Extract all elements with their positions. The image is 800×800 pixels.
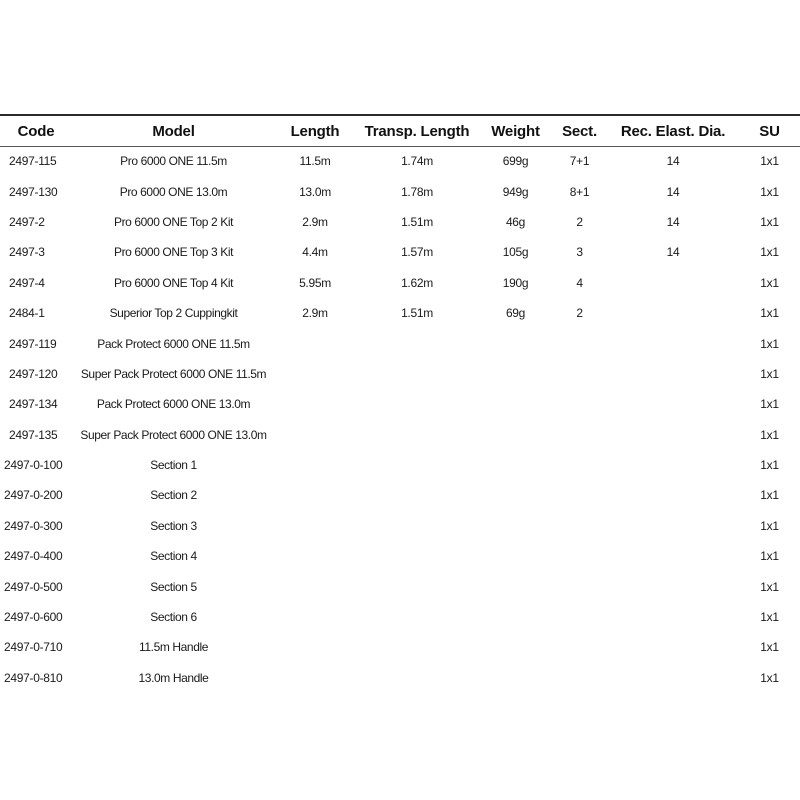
- cell-sect: 2: [576, 306, 583, 321]
- cell-length: [275, 663, 355, 693]
- table-row: [0, 602, 800, 632]
- cell-length: 11.5m: [299, 154, 331, 169]
- cell-elast: [607, 480, 739, 510]
- cell-sect: 7+1: [569, 154, 590, 169]
- cell-sect: 4: [576, 275, 583, 290]
- cell-code: 2497-0-810: [4, 670, 63, 685]
- cell-transp-length: [355, 602, 479, 632]
- cell-weight: [479, 663, 552, 693]
- cell-sect: [552, 541, 607, 571]
- cell-length: [275, 450, 355, 480]
- cell-sect: [552, 420, 607, 450]
- cell-elast: 14: [666, 184, 680, 199]
- cell-weight: [479, 420, 552, 450]
- cell-weight: [479, 541, 552, 571]
- cell-su: 1x1: [760, 245, 779, 260]
- cell-length: [275, 511, 355, 541]
- cell-elast: [607, 632, 739, 662]
- table-row: [0, 298, 800, 328]
- cell-sect: [552, 480, 607, 510]
- table-row: [0, 420, 800, 450]
- cell-code: 2497-2: [9, 214, 45, 229]
- cell-su: 1x1: [760, 488, 779, 503]
- cell-su: 1x1: [760, 610, 779, 625]
- cell-weight: [479, 328, 552, 358]
- cell-length: 2.9m: [302, 306, 328, 321]
- cell-code: 2497-0-400: [4, 549, 63, 564]
- cell-weight: [479, 389, 552, 419]
- cell-transp-length: 1.51m: [401, 306, 433, 321]
- table-row: [0, 268, 800, 298]
- cell-model: 13.0m Handle: [138, 670, 209, 685]
- cell-weight: [479, 602, 552, 632]
- cell-model: Super Pack Protect 6000 ONE 13.0m: [80, 427, 267, 442]
- cell-model: Pro 6000 ONE 11.5m: [120, 154, 227, 169]
- column-header-sect: Sect.: [562, 122, 597, 140]
- cell-code: 2497-0-100: [4, 458, 63, 473]
- cell-weight: 46g: [505, 214, 526, 229]
- cell-code: 2497-130: [9, 184, 58, 199]
- cell-transp-length: 1.78m: [401, 184, 433, 199]
- cell-code: 2497-119: [9, 336, 57, 351]
- column-header-transp-length: Transp. Length: [364, 122, 470, 140]
- cell-model: Pack Protect 6000 ONE 13.0m: [96, 397, 251, 412]
- table-row: [0, 571, 800, 601]
- cell-transp-length: [355, 541, 479, 571]
- cell-sect: [552, 571, 607, 601]
- table-row: [0, 146, 800, 176]
- table-header-row: [0, 116, 800, 146]
- column-header-elast: Rec. Elast. Dia.: [620, 122, 726, 140]
- cell-transp-length: [355, 328, 479, 358]
- cell-length: [275, 328, 355, 358]
- cell-code: 2497-134: [9, 397, 58, 412]
- cell-model: 11.5m Handle: [138, 640, 209, 655]
- cell-length: 4.4m: [302, 245, 328, 260]
- table-row: [0, 359, 800, 389]
- cell-transp-length: [355, 359, 479, 389]
- cell-length: [275, 541, 355, 571]
- cell-model: Pro 6000 ONE Top 3 Kit: [113, 245, 234, 260]
- cell-code: 2497-135: [9, 427, 58, 442]
- cell-length: 13.0m: [299, 184, 331, 199]
- cell-weight: [479, 450, 552, 480]
- cell-sect: [552, 602, 607, 632]
- cell-weight: 699g: [502, 154, 529, 169]
- cell-transp-length: 1.57m: [401, 245, 433, 260]
- cell-code: 2497-0-710: [4, 640, 63, 655]
- cell-model: Pro 6000 ONE Top 2 Kit: [113, 214, 234, 229]
- cell-length: [275, 480, 355, 510]
- cell-elast: [607, 450, 739, 480]
- cell-elast: [607, 359, 739, 389]
- cell-weight: [479, 632, 552, 662]
- cell-su: 1x1: [760, 458, 779, 473]
- cell-su: 1x1: [760, 640, 779, 655]
- cell-weight: 190g: [502, 275, 529, 290]
- column-header-length: Length: [290, 122, 340, 140]
- cell-length: [275, 389, 355, 419]
- cell-elast: 14: [666, 245, 680, 260]
- table-row: [0, 632, 800, 662]
- cell-length: [275, 602, 355, 632]
- cell-model: Superior Top 2 Cuppingkit: [109, 306, 238, 321]
- cell-elast: [607, 298, 739, 328]
- cell-sect: 8+1: [569, 184, 590, 199]
- cell-transp-length: [355, 511, 479, 541]
- cell-weight: [479, 359, 552, 389]
- cell-elast: [607, 571, 739, 601]
- cell-weight: [479, 571, 552, 601]
- cell-sect: [552, 389, 607, 419]
- cell-code: 2497-0-200: [4, 488, 63, 503]
- cell-weight: 105g: [502, 245, 529, 260]
- cell-elast: [607, 541, 739, 571]
- column-header-weight: Weight: [491, 122, 540, 140]
- column-header-code: Code: [17, 122, 55, 140]
- cell-su: 1x1: [760, 336, 779, 351]
- cell-transp-length: [355, 632, 479, 662]
- cell-su: 1x1: [760, 549, 779, 564]
- table-body: [0, 146, 800, 693]
- cell-transp-length: 1.62m: [401, 275, 433, 290]
- cell-length: [275, 420, 355, 450]
- cell-code: 2497-4: [9, 275, 45, 290]
- cell-sect: [552, 359, 607, 389]
- cell-model: Pack Protect 6000 ONE 11.5m: [97, 336, 250, 351]
- cell-transp-length: 1.74m: [401, 154, 433, 169]
- column-header-model: Model: [152, 122, 195, 140]
- table-row: [0, 237, 800, 267]
- table-row: [0, 541, 800, 571]
- cell-su: 1x1: [760, 670, 779, 685]
- cell-transp-length: [355, 389, 479, 419]
- cell-model: Section 3: [150, 518, 197, 533]
- cell-elast: 14: [666, 214, 680, 229]
- cell-sect: [552, 450, 607, 480]
- cell-transp-length: [355, 571, 479, 601]
- cell-code: 2497-0-500: [4, 579, 63, 594]
- cell-transp-length: [355, 420, 479, 450]
- cell-weight: 949g: [502, 184, 529, 199]
- cell-length: [275, 571, 355, 601]
- cell-code: 2497-115: [9, 154, 57, 169]
- cell-su: 1x1: [760, 427, 779, 442]
- cell-elast: [607, 328, 739, 358]
- cell-transp-length: [355, 450, 479, 480]
- cell-sect: [552, 328, 607, 358]
- cell-length: 5.95m: [299, 275, 331, 290]
- cell-transp-length: 1.51m: [401, 214, 433, 229]
- cell-transp-length: [355, 480, 479, 510]
- table-row: [0, 328, 800, 358]
- cell-model: Section 6: [150, 610, 197, 625]
- cell-model: Section 1: [150, 458, 197, 473]
- cell-length: [275, 359, 355, 389]
- cell-length: [275, 632, 355, 662]
- cell-elast: [607, 420, 739, 450]
- cell-code: 2497-0-300: [4, 518, 63, 533]
- cell-sect: [552, 663, 607, 693]
- cell-model: Section 4: [150, 549, 197, 564]
- cell-transp-length: [355, 663, 479, 693]
- cell-sect: 2: [576, 214, 583, 229]
- cell-model: Super Pack Protect 6000 ONE 11.5m: [80, 366, 267, 381]
- table-row: [0, 389, 800, 419]
- table-row: [0, 511, 800, 541]
- cell-su: 1x1: [760, 579, 779, 594]
- table-row: [0, 176, 800, 206]
- cell-weight: 69g: [505, 306, 526, 321]
- cell-weight: [479, 480, 552, 510]
- cell-sect: 3: [576, 245, 583, 260]
- cell-elast: 14: [666, 154, 680, 169]
- cell-model: Pro 6000 ONE 13.0m: [119, 184, 228, 199]
- cell-length: 2.9m: [302, 214, 328, 229]
- table-row: [0, 480, 800, 510]
- cell-elast: [607, 663, 739, 693]
- cell-elast: [607, 511, 739, 541]
- cell-model: Section 2: [150, 488, 197, 503]
- cell-sect: [552, 511, 607, 541]
- table-row: [0, 207, 800, 237]
- table-row: [0, 450, 800, 480]
- cell-elast: [607, 389, 739, 419]
- cell-su: 1x1: [760, 366, 779, 381]
- product-spec-table: [0, 116, 800, 693]
- cell-su: 1x1: [760, 214, 779, 229]
- cell-su: 1x1: [760, 184, 779, 199]
- cell-su: 1x1: [760, 518, 779, 533]
- cell-sect: [552, 632, 607, 662]
- cell-su: 1x1: [760, 306, 779, 321]
- cell-su: 1x1: [760, 275, 779, 290]
- cell-code: 2484-1: [9, 306, 45, 321]
- cell-model: Pro 6000 ONE Top 4 Kit: [113, 275, 234, 290]
- cell-weight: [479, 511, 552, 541]
- table-row: [0, 663, 800, 693]
- column-header-su: SU: [759, 122, 780, 140]
- cell-code: 2497-3: [9, 245, 45, 260]
- cell-code: 2497-120: [9, 366, 58, 381]
- cell-elast: [607, 602, 739, 632]
- cell-code: 2497-0-600: [4, 610, 63, 625]
- cell-elast: [607, 268, 739, 298]
- cell-model: Section 5: [150, 579, 197, 594]
- cell-su: 1x1: [760, 397, 779, 412]
- cell-su: 1x1: [760, 154, 779, 169]
